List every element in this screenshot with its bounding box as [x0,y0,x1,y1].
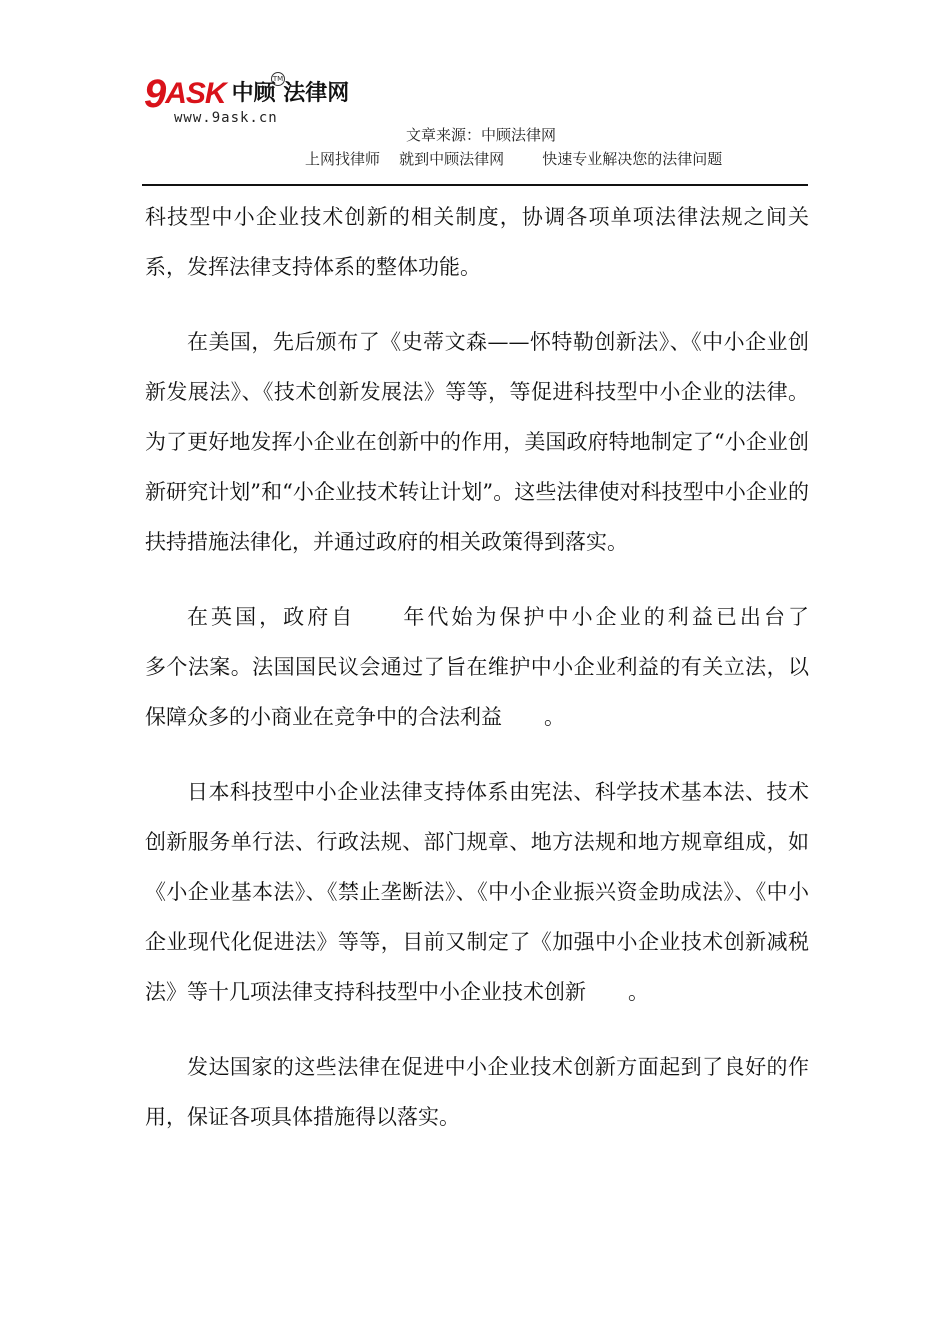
logo-number: 9 [144,72,166,116]
logo-url: www.9ask.cn [174,110,278,126]
trademark-symbol: TM [271,72,285,86]
paragraph-4: 日本科技型中小企业法律支持体系由宪法、科学技术基本法、技术创新服务单行法、行政法规、部门规章、地方法规和地方规章组成，如《小企业基本法》、《禁止垄断法》、《中小企业振兴资金助成法》、《中小企业现代化促进法》等等，目前又制定了《加强中小企业技术创新减税法》等十几项法律支持科技型中小企业技术创新 。 [145,780,809,1004]
header-divider [142,184,808,186]
paragraph-2: 在美国，先后颁布了《史蒂文森——怀特勒创新法》、《中小企业创新发展法》、《技术创新发展法》等等，等促进科技型中小企业的法律。为了更好地发挥小企业在创新中的作用，美国政府特地制定了“小企业创新研究计划”和“小企业技术转让计划”。这些法律使对科技型中小企业的扶持措施法律化，并通过政府的相关政策得到落实。 [145,330,809,554]
logo-mark [144,74,349,114]
logo-site-name: 中顾 法律网 [231,81,350,106]
site-logo [144,74,384,130]
article-source [0,124,950,145]
paragraph-5: 发达国家的这些法律在促进中小企业技术创新方面起到了良好的作用，保证各项具体措施得以落实。 [145,1055,809,1129]
paragraph-1: 科技型中小企业技术创新的相关制度，协调各项单项法律法规之间关系，发挥法律支持体系的整体功能。 [145,205,809,279]
article-source-text: 文章来源：中顾法律网 [405,126,556,144]
site-slogan: 上网找律师 就到中顾法律网 快速专业解决您的法律问题 [305,150,723,168]
paragraph-3: 在英国，政府自 年代始为保护中小企业的利益已出台了 多个法案。法国国民议会通过了旨在维护中小企业利益的有关立法，以保障众多的小商业在竞争中的合法利益 。 [145,605,872,729]
logo-letters: ASK [165,77,226,110]
article-body [145,192,872,1167]
